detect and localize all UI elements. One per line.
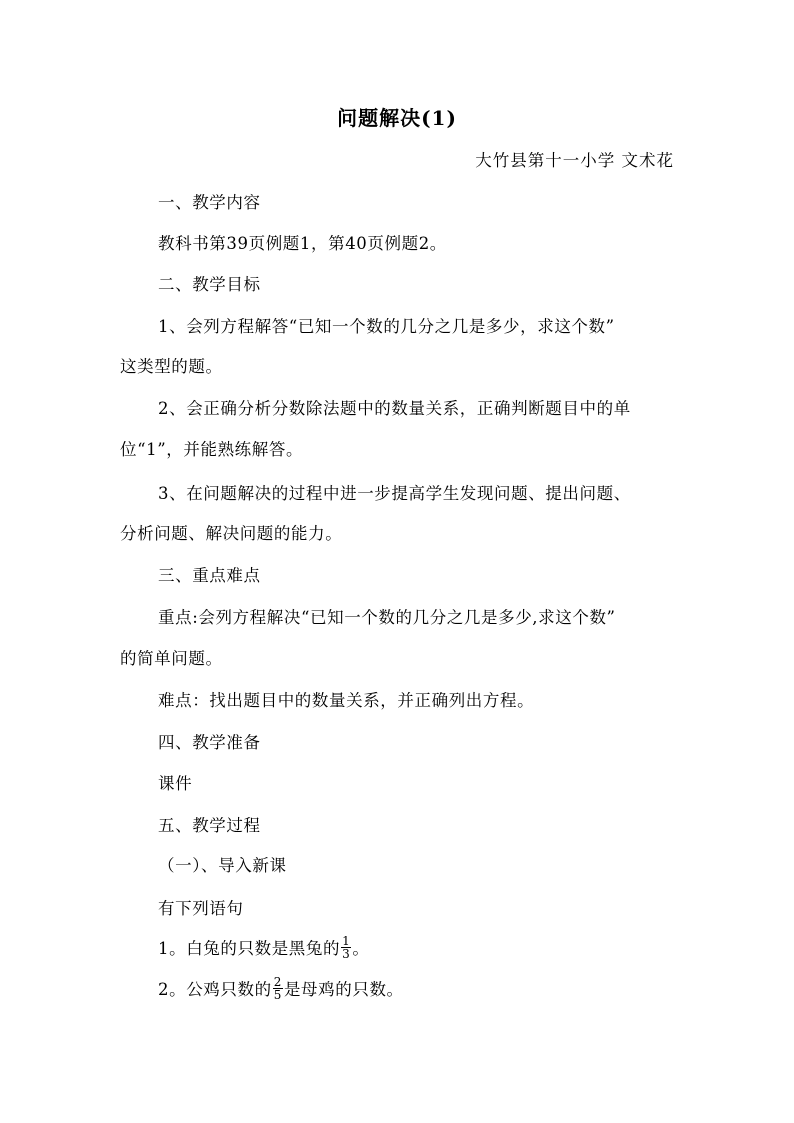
fraction-one-third <box>341 935 351 960</box>
example-sentence-1 <box>158 934 718 962</box>
fraction-two-fifths <box>273 976 283 1001</box>
fraction-numerator: 2 <box>273 975 282 989</box>
goal-3-line-2: 分析问题、解决问题的能力。 <box>120 524 343 543</box>
goal-1-line-2: 这类型的题。 <box>120 357 223 376</box>
section-4-heading: 四、教学准备 <box>158 733 261 752</box>
fraction-numerator: 1 <box>342 934 351 948</box>
document-title: 问题解决(1) <box>337 106 457 130</box>
section-4-body: 课件 <box>158 774 193 793</box>
goal-3-line-1: 3、在问题解决的过程中进一步提高学生发现问题、提出问题、 <box>158 484 631 503</box>
sentence-1-text-before: 1。白兔的只数是黑兔的 <box>158 939 341 958</box>
section-5-heading: 五、教学过程 <box>158 816 261 835</box>
section-5-subheading: （一）、导入新课 <box>158 856 287 875</box>
fraction-denominator: 5 <box>273 988 282 1002</box>
section-5-intro: 有下列语句 <box>158 899 244 918</box>
difficulty-line: 难点：找出题目中的数量关系，并正确列出方程。 <box>158 691 535 710</box>
sentence-2-text-before: 2。公鸡只数的 <box>158 980 272 999</box>
section-3-heading: 三、重点难点 <box>158 566 261 585</box>
goal-2-line-2: 位“1”，并能熟练解答。 <box>120 440 304 459</box>
example-sentence-2 <box>158 975 718 1003</box>
section-2-heading: 二、教学目标 <box>158 275 261 294</box>
section-1-heading: 一、教学内容 <box>158 193 261 212</box>
author-line: 大竹县第十一小学 文术花 <box>475 151 674 170</box>
fraction-denominator: 3 <box>342 947 351 961</box>
section-1-body: 教科书第39页例题1，第40页例题2。 <box>158 234 447 253</box>
sentence-1-text-after: 。 <box>352 939 370 958</box>
goal-2-line-1: 2、会正确分析分数除法题中的数量关系，正确判断题目中的单 <box>158 399 631 418</box>
goal-1-line-1: 1、会列方程解答“已知一个数的几分之几是多少，求这个数” <box>158 317 615 336</box>
key-point-line-2: 的简单问题。 <box>120 649 223 668</box>
sentence-2-text-after: 是母鸡的只数。 <box>283 980 404 999</box>
key-point-line-1: 重点:会列方程解决“已知一个数的几分之几是多少,求这个数” <box>158 608 616 627</box>
